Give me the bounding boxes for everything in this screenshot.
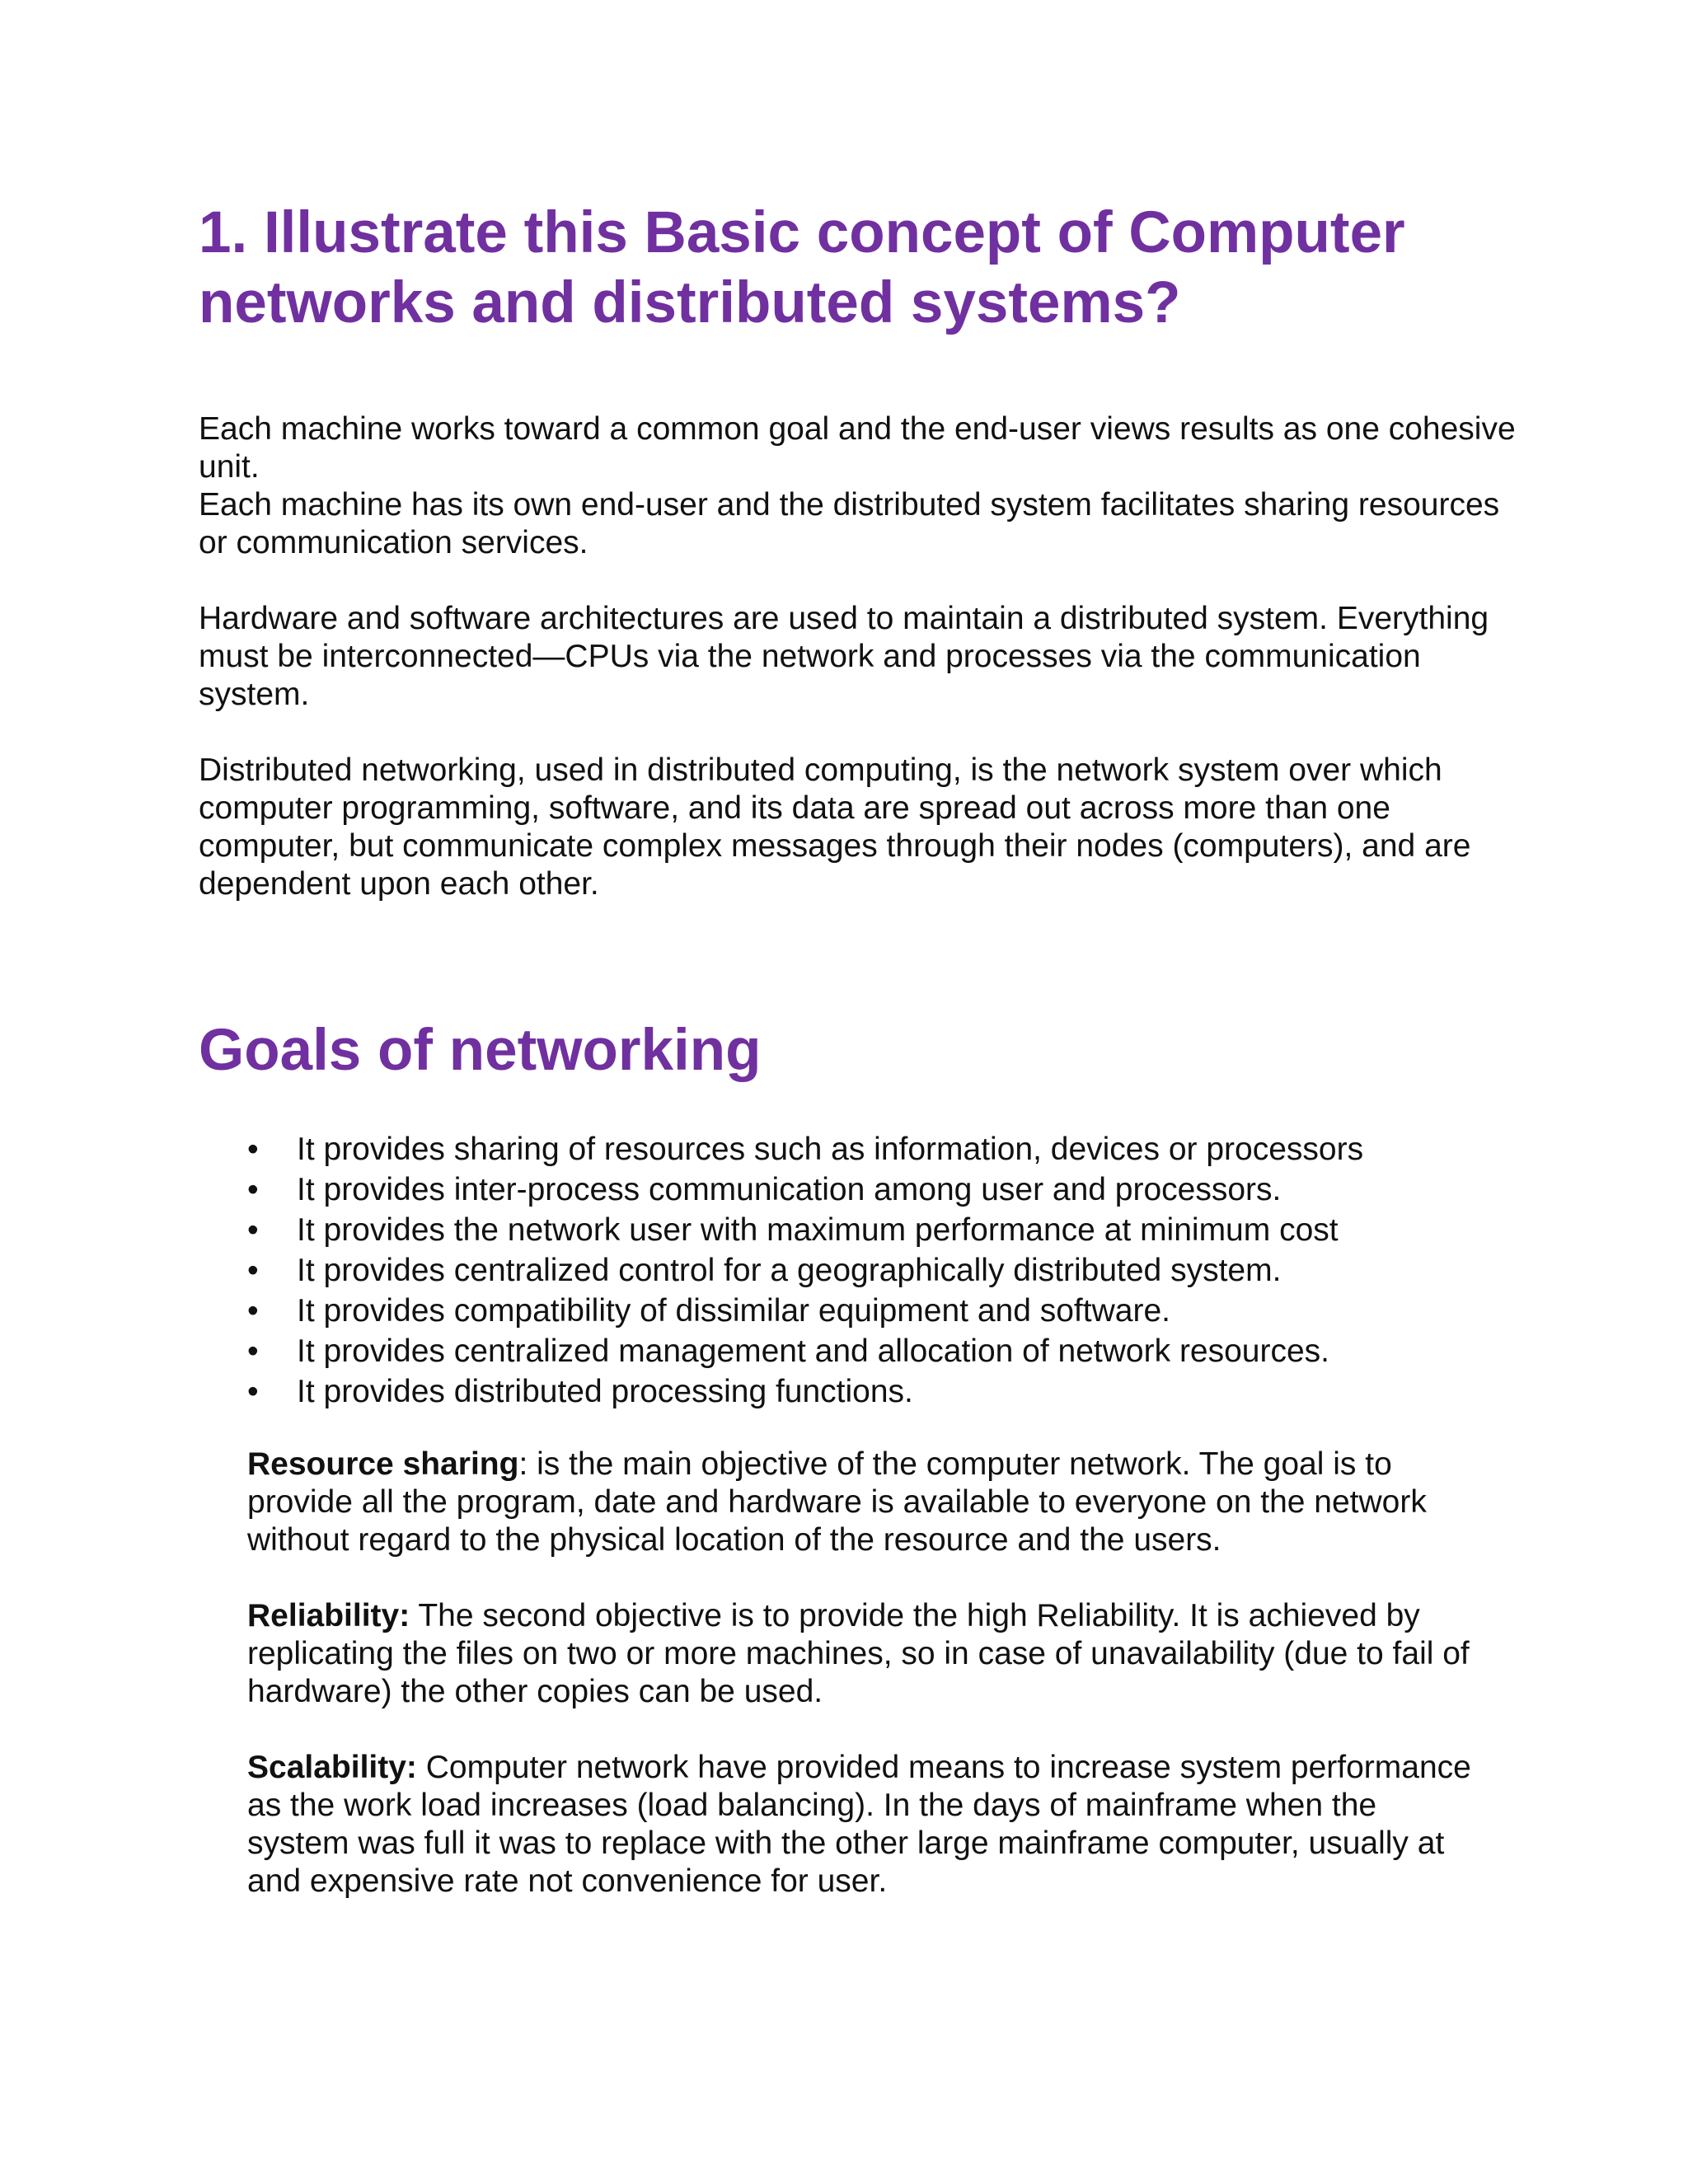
bullet-icon: • (247, 1333, 259, 1369)
bullet-icon: • (247, 1374, 259, 1409)
list-item-text: It provides compatibility of dissimilar equipment and software. (297, 1293, 1170, 1329)
list-item-text: It provides centralized management and allocation of network resources. (297, 1333, 1330, 1369)
bullet-icon: • (247, 1212, 259, 1248)
definition-resource-sharing (247, 1446, 1484, 1559)
bullet-icon: • (247, 1132, 259, 1167)
definition-scalability (247, 1749, 1484, 1900)
list-item (247, 1169, 1363, 1210)
list-item-text: It provides distributed processing functions. (297, 1374, 913, 1409)
definition-text: The second objective is to provide the high Reliability. It is achieved by replicating the files on two or more machines, so in case of unavailability (due to fail of hardware) the other copies can be used. (247, 1598, 1470, 1709)
intro-paragraph-1 (199, 410, 1534, 562)
list-item-text: It provides inter-process communication among user and processors. (297, 1172, 1282, 1207)
bullet-icon: • (247, 1172, 259, 1207)
bullet-icon: • (247, 1253, 259, 1288)
list-item (247, 1210, 1363, 1250)
goals-list (247, 1129, 1363, 1412)
definition-term: Scalability: (247, 1750, 417, 1785)
definition-text: : is the main objective of the computer network. The goal is to provide all the program, date and hardware is available to everyone on the network without regard to the physical location of the resource and the users. (247, 1446, 1427, 1558)
list-item-text: It provides centralized control for a geographically distributed system. (297, 1253, 1282, 1288)
definition-text: Computer network have provided means to increase system performance as the work load increases (load balancing). In the days of mainframe when the system was full it was to replace with the other large mainframe computer, usually at and expensive rate not convenience for user. (247, 1750, 1471, 1899)
page-title: 1. Illustrate this Basic concept of Computer networks and distributed systems? (199, 200, 1405, 335)
intro-paragraph-1-line-1: Each machine works toward a common goal and the end-user views results as one cohesive unit. (199, 411, 1516, 485)
list-item (247, 1371, 1363, 1412)
list-item (247, 1291, 1363, 1331)
list-item (247, 1331, 1363, 1371)
intro-paragraph-1-line-2: Each machine has its own end-user and the distributed system facilitates sharing resources or communication services. (199, 487, 1500, 560)
bullet-icon: • (247, 1293, 259, 1329)
intro-paragraph-2-line-1: Hardware and software architectures are used to maintain a distributed system. Everything must be interconnected—CPUs via the network and processes via the communication system. (199, 601, 1489, 712)
definition-term: Reliability: (247, 1598, 410, 1633)
intro-paragraph-3-line-1: Distributed networking, used in distributed computing, is the network system over which computer programming, software, and its data are spread out across more than one computer, but communicate complex messages through their nodes (computers), and are dependent upon each other. (199, 752, 1471, 902)
list-item (247, 1129, 1363, 1169)
definition-reliability (247, 1597, 1484, 1711)
intro-paragraph-2 (199, 600, 1534, 714)
list-item-text: It provides the network user with maximum performance at minimum cost (297, 1212, 1339, 1248)
section-heading-goals: Goals of networking (199, 1018, 762, 1083)
list-item-text: It provides sharing of resources such as information, devices or processors (297, 1132, 1364, 1167)
intro-paragraph-3 (199, 752, 1534, 903)
definition-term: Resource sharing (247, 1446, 519, 1482)
list-item (247, 1250, 1363, 1291)
